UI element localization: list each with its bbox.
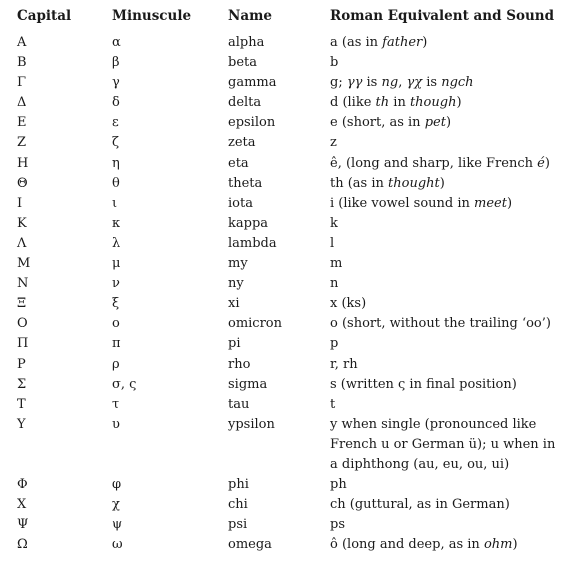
sound-cell (330, 73, 566, 93)
minuscule-cell: υ (112, 416, 120, 432)
sound-cell (330, 234, 566, 254)
sound-text: o (short, without the trailing ‘oo’) (330, 316, 551, 332)
header-capital: Capital (17, 8, 72, 24)
minuscule-cell: ζ (112, 135, 120, 151)
name-cell: kappa (228, 215, 269, 231)
minuscule-cell: φ (112, 477, 122, 493)
sound-cell (330, 93, 566, 113)
table-row (17, 254, 566, 274)
sound-text: ) (544, 155, 550, 171)
capital-cell: Φ (17, 477, 28, 493)
sound-text: z (330, 135, 337, 151)
sound-italic-text: father (382, 35, 423, 50)
name-cell: my (228, 256, 248, 272)
capital-cell: Α (17, 35, 27, 50)
minuscule-cell: ρ (112, 356, 120, 372)
table-row (17, 355, 566, 375)
table-row (17, 174, 566, 194)
sound-text: in (389, 95, 410, 111)
sound-italic-text: ng (381, 75, 399, 91)
sound-cell (330, 415, 566, 475)
sound-text: ) (512, 537, 518, 553)
sound-text: ) (506, 195, 513, 211)
capital-cell: Σ (17, 376, 27, 392)
name-cell: ny (228, 276, 244, 292)
table-row (17, 214, 566, 234)
minuscule-cell: κ (112, 215, 121, 231)
table-row (17, 495, 566, 515)
name-cell: lambda (228, 235, 277, 251)
minuscule-cell: σ, ς (112, 376, 137, 392)
minuscule-cell: η (112, 155, 120, 171)
sound-text: t (330, 396, 336, 412)
sound-text: ch (guttural, as in German) (330, 497, 510, 513)
sound-text: ) (445, 115, 452, 131)
capital-cell: Ω (17, 537, 28, 553)
capital-cell: Ν (17, 276, 29, 292)
table-row (17, 133, 566, 153)
capital-cell: Π (17, 336, 29, 352)
sound-italic-text: ohm (483, 537, 513, 553)
greek-alphabet-table (17, 9, 566, 555)
capital-cell: Ζ (17, 135, 27, 151)
sound-cell (330, 194, 566, 214)
table-row (17, 73, 566, 93)
header-name: Name (228, 8, 272, 24)
capital-cell: Ι (17, 195, 23, 211)
minuscule-cell: χ (112, 497, 120, 513)
table-row (17, 274, 566, 294)
minuscule-cell: ξ (112, 296, 120, 312)
sound-italic-text: thought (388, 175, 440, 191)
sound-cell (330, 535, 566, 555)
sound-cell (330, 314, 566, 334)
sound-text: th (as in (330, 175, 389, 191)
sound-italic-text: though (409, 95, 457, 111)
table-body (17, 33, 566, 555)
minuscule-cell: ν (112, 276, 120, 292)
minuscule-cell: τ (112, 396, 120, 412)
table-row (17, 294, 566, 314)
sound-cell (330, 53, 566, 73)
sound-cell (330, 515, 566, 535)
minuscule-cell: λ (112, 235, 121, 251)
name-cell: gamma (228, 75, 277, 91)
sound-text: x (ks) (330, 296, 367, 312)
sound-cell (330, 395, 566, 415)
sound-cell (330, 334, 566, 354)
sound-cell (330, 33, 566, 53)
capital-cell: Ρ (17, 356, 26, 372)
sound-cell (330, 174, 566, 194)
table-row (17, 93, 566, 113)
capital-cell: Μ (17, 256, 31, 272)
minuscule-cell: γ (112, 75, 120, 91)
minuscule-cell: μ (112, 256, 121, 272)
name-cell: psi (228, 517, 248, 533)
sound-text: ) (422, 35, 428, 50)
minuscule-cell: ο (112, 316, 120, 332)
capital-cell: Χ (17, 497, 27, 513)
sound-text: ps (330, 517, 345, 533)
capital-cell: Ε (17, 115, 27, 131)
sound-text: m (330, 256, 343, 272)
sound-italic-text: th (375, 95, 390, 111)
name-cell: delta (228, 95, 262, 111)
minuscule-cell: θ (112, 175, 120, 191)
capital-cell: Λ (17, 235, 27, 251)
sound-text: n (330, 276, 339, 292)
name-cell: ypsilon (228, 416, 275, 432)
capital-cell: Β (17, 55, 27, 71)
sound-cell (330, 495, 566, 515)
name-cell: sigma (228, 376, 268, 392)
sound-cell (330, 274, 566, 294)
minuscule-cell: ι (112, 195, 118, 211)
sound-text: e (short, as in (330, 115, 425, 131)
sound-text: ê, (long and sharp, like French (330, 155, 538, 171)
name-cell: phi (228, 477, 249, 493)
name-cell: beta (228, 55, 257, 71)
sound-italic-text: γγ (346, 75, 363, 91)
capital-cell: Δ (17, 95, 27, 111)
table-row (17, 234, 566, 254)
name-cell: zeta (228, 135, 256, 151)
sound-text: is (422, 75, 442, 91)
sound-text: d (like (330, 95, 376, 111)
sound-cell (330, 475, 566, 495)
minuscule-cell: α (112, 35, 121, 50)
sound-text: ) (456, 95, 462, 111)
sound-cell (330, 154, 566, 174)
capital-cell: Ξ (17, 296, 27, 312)
sound-text: k (330, 215, 338, 231)
name-cell: epsilon (228, 115, 276, 131)
capital-cell: Ψ (17, 517, 29, 533)
sound-text: g; (330, 75, 347, 91)
name-cell: xi (228, 296, 240, 312)
table-row (17, 535, 566, 555)
table-row (17, 395, 566, 415)
capital-cell: Κ (17, 215, 27, 231)
capital-cell: Ο (17, 316, 28, 332)
name-cell: omega (228, 537, 272, 553)
table-row (17, 415, 566, 475)
capital-cell: Υ (17, 416, 26, 432)
sound-text: b (330, 55, 339, 71)
sound-italic-text: meet (474, 195, 507, 211)
header-sound: Roman Equivalent and Sound (330, 8, 555, 24)
header-minuscule: Minuscule (112, 8, 192, 24)
sound-text: s (written ς in final position) (330, 376, 517, 392)
sound-cell (330, 375, 566, 395)
table-row (17, 375, 566, 395)
sound-text: ô (long and deep, as in (330, 537, 484, 553)
table-row (17, 515, 566, 535)
sound-text: r, rh (330, 356, 358, 372)
sound-italic-text: ngch (441, 75, 474, 91)
sound-italic-text: pet (424, 115, 446, 131)
sound-cell (330, 214, 566, 234)
name-cell: eta (228, 155, 249, 171)
minuscule-cell: ψ (112, 517, 123, 533)
capital-cell: Τ (17, 396, 26, 412)
minuscule-cell: ε (112, 115, 119, 131)
table-row (17, 33, 566, 53)
sound-text: ph (330, 477, 347, 493)
table-row (17, 314, 566, 334)
sound-cell (330, 113, 566, 133)
name-cell: theta (228, 175, 263, 191)
capital-cell: Η (17, 155, 29, 171)
table-row (17, 53, 566, 73)
name-cell: rho (228, 356, 251, 372)
name-cell: pi (228, 336, 241, 352)
minuscule-cell: π (112, 336, 121, 352)
sound-text: is (362, 75, 382, 91)
sound-text: ) (439, 175, 445, 191)
capital-cell: Γ (17, 75, 27, 91)
name-cell: tau (228, 396, 250, 412)
sound-text: y when single (pronounced like French u or German ü); u when in a diphthong (au, eu, ou, ui) (330, 416, 556, 472)
table-row (17, 194, 566, 214)
minuscule-cell: β (112, 55, 120, 71)
sound-cell (330, 133, 566, 153)
sound-cell (330, 355, 566, 375)
name-cell: iota (228, 195, 253, 211)
sound-text: p (330, 336, 339, 352)
table-row (17, 334, 566, 354)
name-cell: chi (228, 497, 248, 513)
sound-cell (330, 294, 566, 314)
minuscule-cell: δ (112, 95, 120, 111)
sound-text: , (398, 75, 407, 91)
sound-text: i (like vowel sound in (330, 195, 475, 211)
table-row (17, 475, 566, 495)
minuscule-cell: ω (112, 537, 123, 553)
sound-text: l (330, 235, 335, 251)
table-row (17, 113, 566, 133)
sound-italic-text: γχ (406, 75, 423, 91)
name-cell: omicron (228, 316, 283, 332)
sound-text: a (as in (330, 35, 383, 50)
sound-cell (330, 254, 566, 274)
name-cell: alpha (228, 35, 265, 50)
capital-cell: Θ (17, 175, 28, 191)
header-row (17, 9, 566, 33)
sound-italic-text: é (537, 155, 545, 171)
table-row (17, 154, 566, 174)
